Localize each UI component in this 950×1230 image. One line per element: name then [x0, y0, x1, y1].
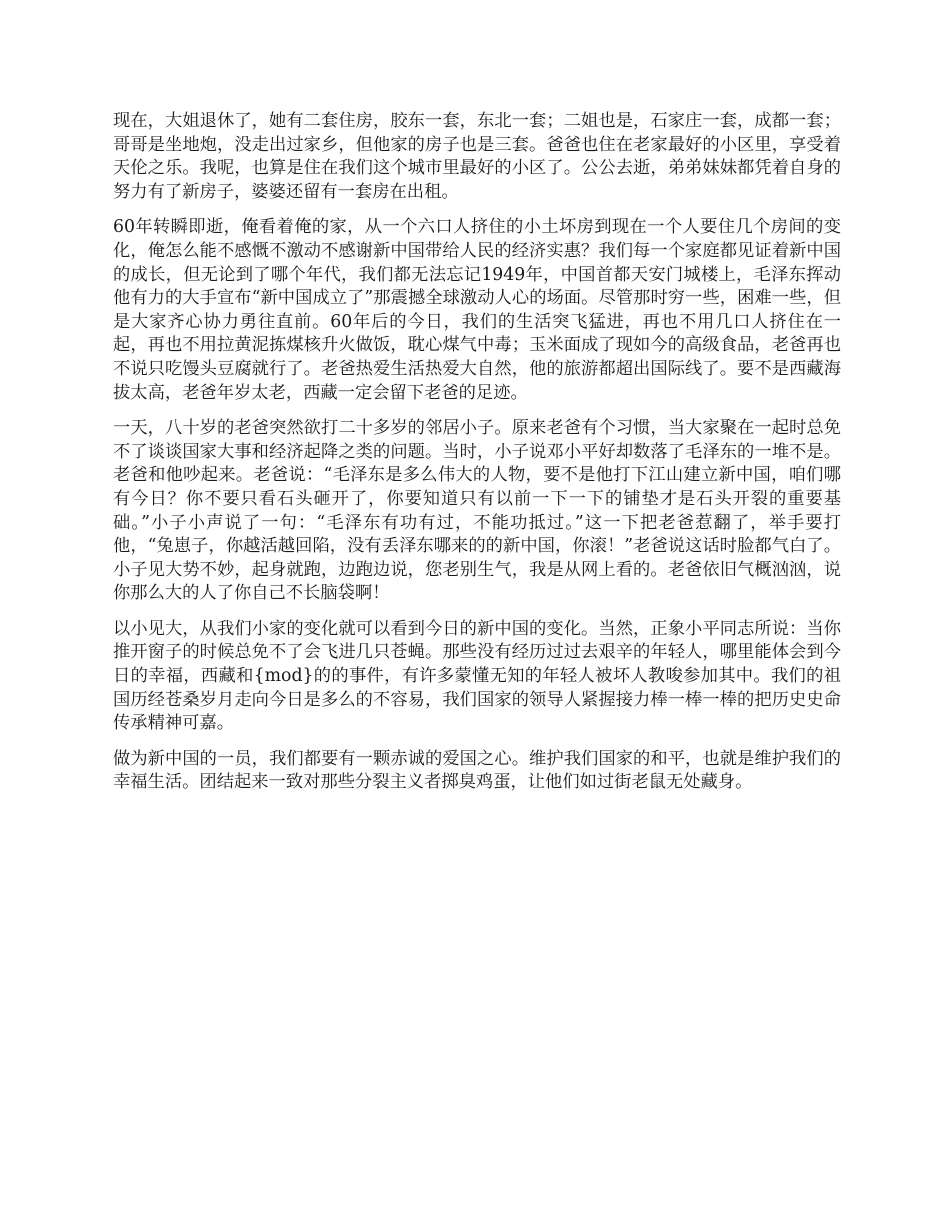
paragraph-3: 一天，八十岁的老爸突然欲打二十多岁的邻居小子。原来老爸有个习惯，当大家聚在一起时总免不了谈谈国家大事和经济起降之类的问题。当时，小子说邓小平好却数落了毛泽东的一堆不是。老爸和他吵起来。老爸说：“毛泽东是多么伟大的人物，要不是他打下江山建立新中国，咱们哪有今日？你不要只看石头砸开了，你要知道只有以前一下一下的铺垫才是石头开裂的重要基础。”小子小声说了一句：“毛泽东有功有过，不能功抵过。”这一下把老爸惹翻了，举手要打他，“兔崽子，你越活越回陷，没有丢泽东哪来的的新中国，你滚！”老爸说这话时脸都气白了。小子见大势不妙，起身就跑，边跑边说，您老别生气，我是从网上看的。老爸依旧气概汹汹，说你那么大的人了你自己不长脑袋啊！: [113, 418, 841, 604]
paragraph-4: 以小见大，从我们小家的变化就可以看到今日的新中国的变化。当然，正象小平同志所说：当你推开窗子的时候总免不了会飞进几只苍蝇。那些没有经历过过去艰辛的年轻人，哪里能体会到今日的幸福，西藏和{mod}的的事件，有许多蒙懂无知的年轻人被坏人教唆参加其中。我们的祖国历经苍桑岁月走向今日是多么的不容易，我们国家的领导人紧握接力棒一棒一棒的把历史史命传承精神可嘉。: [113, 618, 841, 734]
paragraph-2: 60年转瞬即逝，俺看着俺的家，从一个六口人挤住的小土坏房到现在一个人要住几个房间的变化，俺怎么能不感慨不激动不感谢新中国带给人民的经济实惠？我们每一个家庭都见证着新中国的成长，但无论到了哪个年代，我们都无法忘记1949年，中国首都天安门城楼上，毛泽东挥动他有力的大手宣布“新中国成立了”那震撼全球激动人心的场面。尽管那时穷一些，困难一些，但是大家齐心协力勇往直前。60年后的今日，我们的生活突飞猛进，再也不用几口人挤住在一起，再也不用拉黄泥拣煤核升火做饭，耽心煤气中毒；玉米面成了现如今的高级食品，老爸再也不说只吃馒头豆腐就行了。老爸热爱生活热爱大自然，他的旅游都超出国际线了。要不是西藏海拔太高，老爸年岁太老，西藏一定会留下老爸的足迹。: [113, 217, 841, 403]
paragraph-5: 做为新中国的一员，我们都要有一颗赤诚的爱国之心。维护我们国家的和平，也就是维护我们的幸福生活。团结起来一致对那些分裂主义者掷臭鸡蛋，让他们如过街老鼠无处藏身。: [113, 748, 841, 793]
paragraph-1: 现在，大姐退休了，她有二套住房，胶东一套，东北一套；二姐也是，石家庄一套，成都一套；哥哥是坐地炮，没走出过家乡，但他家的房子也是三套。爸爸也住在老家最好的小区里，享受着天伦之乐。我呢，也算是住在我们这个城市里最好的小区了。公公去逝，弟弟妹妹都凭着自身的努力有了新房子，婆婆还留有一套房在出租。: [113, 111, 841, 202]
document-page: [113, 110, 841, 807]
